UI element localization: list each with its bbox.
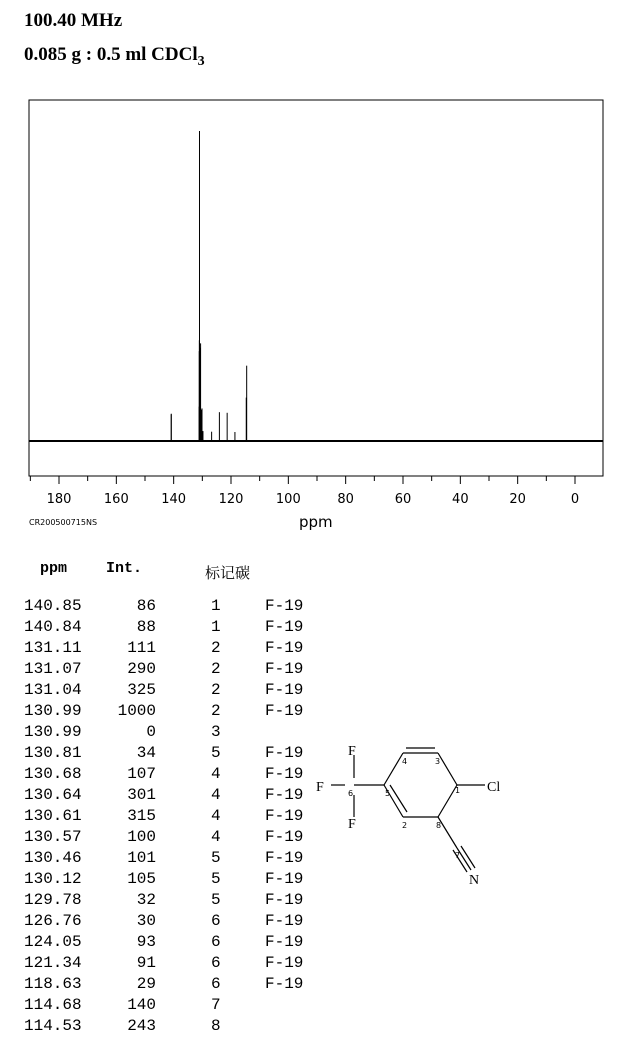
coupling-cell: F-19 [265,870,304,888]
atom-f-top: F [348,744,356,759]
x-tick-label: 160 [103,492,129,507]
ppm-cell: 131.07 [24,660,82,678]
peak-group [171,131,246,441]
ppm-cell: 130.57 [24,828,82,846]
label-cell: 5 [211,849,221,867]
ppm-cell: 140.85 [24,597,82,615]
ppm-cell: 131.11 [24,639,82,657]
int-cell: 325 [127,681,156,699]
label-cell: 2 [211,681,221,699]
carbon-number-8: 8 [436,821,442,830]
ppm-cell: 140.84 [24,618,82,636]
int-cell: 243 [127,1017,156,1035]
ppm-cell: 126.76 [24,912,82,930]
label-cell: 6 [211,975,221,993]
label-cell: 8 [211,1017,221,1035]
int-cell: 107 [127,765,156,783]
ppm-cell: 129.78 [24,891,82,909]
int-cell: 88 [136,618,156,636]
ppm-cell: 130.99 [24,723,82,741]
ppm-cell: 130.68 [24,765,82,783]
tick-group [30,476,579,507]
carbon-number-3: 3 [435,757,441,766]
label-cell: 5 [211,744,221,762]
ppm-cell: 114.68 [24,996,82,1014]
coupling-cell: F-19 [265,618,304,636]
int-cell: 315 [127,807,156,825]
label-cell: 3 [211,723,221,741]
int-cell: 101 [127,849,156,867]
ppm-cell: 118.63 [24,975,82,993]
ppm-cell: 130.46 [24,849,82,867]
label-cell: 1 [211,597,221,615]
int-cell: 93 [136,933,156,951]
x-tick-label: 20 [509,492,526,507]
coupling-cell: F-19 [265,975,304,993]
coupling-cell: F-19 [265,933,304,951]
carbon-number-7: 7 [455,851,461,860]
ppm-cell: 130.64 [24,786,82,804]
atom-f-bottom: F [348,817,356,832]
header-ppm: ppm [40,560,68,577]
plot-frame [29,100,603,476]
coupling-cell: F-19 [265,828,304,846]
label-cell: 2 [211,639,221,657]
carbon-number-6: 6 [348,789,354,798]
header-label: 标记碳 [205,564,251,582]
int-cell: 91 [136,954,156,972]
x-tick-label: 180 [46,492,72,507]
label-cell: 2 [211,702,221,720]
sample-main: 0.085 g : 0.5 ml CDCl [24,44,198,65]
int-cell: 29 [136,975,156,993]
atom-n: N [469,873,480,888]
label-cell: 1 [211,618,221,636]
coupling-cell: F-19 [265,681,304,699]
int-cell: 86 [136,597,156,615]
label-cell: 6 [211,933,221,951]
label-cell: 2 [211,660,221,678]
int-cell: 301 [127,786,156,804]
ppm-cell: 130.99 [24,702,82,720]
x-tick-label: 40 [452,492,469,507]
coupling-cell: F-19 [265,597,304,615]
int-cell: 30 [136,912,156,930]
int-cell: 0 [146,723,156,741]
coupling-cell: F-19 [265,786,304,804]
coupling-cell: F-19 [265,744,304,762]
coupling-cell: F-19 [265,807,304,825]
ppm-cell: 121.34 [24,954,82,972]
label-cell: 4 [211,807,221,825]
carbon-number-2: 2 [402,821,408,830]
int-cell: 111 [127,639,156,657]
ppm-cell: 131.04 [24,681,82,699]
coupling-cell: F-19 [265,912,304,930]
x-axis-label: ppm [299,513,333,531]
carbon-number-4: 4 [402,757,408,766]
ppm-cell: 124.05 [24,933,82,951]
int-cell: 32 [136,891,156,909]
int-cell: 290 [127,660,156,678]
x-tick-label: 80 [337,492,354,507]
carbon-number-5: 5 [385,789,391,798]
x-tick-label: 100 [275,492,301,507]
label-cell: 6 [211,954,221,972]
frequency-label: 100.40 MHz [24,10,123,31]
coupling-cell: F-19 [265,660,304,678]
spectrum-code: CR200500715NS [29,518,98,527]
label-cell: 5 [211,891,221,909]
ppm-cell: 130.12 [24,870,82,888]
carbon-number-1: 1 [455,786,461,795]
x-tick-label: 140 [161,492,187,507]
int-cell: 1000 [117,702,156,720]
int-cell: 140 [127,996,156,1014]
label-cell: 4 [211,765,221,783]
x-tick-label: 0 [570,492,580,507]
coupling-cell: F-19 [265,849,304,867]
molecule-structure [305,740,520,890]
ppm-cell: 130.81 [24,744,82,762]
label-cell: 7 [211,996,221,1014]
x-tick-label: 120 [218,492,244,507]
coupling-cell: F-19 [265,954,304,972]
x-tick-label: 60 [394,492,412,507]
int-cell: 105 [127,870,156,888]
coupling-cell: F-19 [265,891,304,909]
label-cell: 4 [211,828,221,846]
ppm-cell: 114.53 [24,1017,82,1035]
label-cell: 4 [211,786,221,804]
header-int: Int. [106,560,143,577]
coupling-cell: F-19 [265,765,304,783]
label-cell: 5 [211,870,221,888]
coupling-cell: F-19 [265,639,304,657]
int-cell: 34 [136,744,156,762]
ppm-cell: 130.61 [24,807,82,825]
int-cell: 100 [127,828,156,846]
atom-f-left: F [316,780,324,795]
sample-subscript: 3 [197,53,205,69]
atom-cl: Cl [487,780,501,795]
coupling-cell: F-19 [265,702,304,720]
label-cell: 6 [211,912,221,930]
